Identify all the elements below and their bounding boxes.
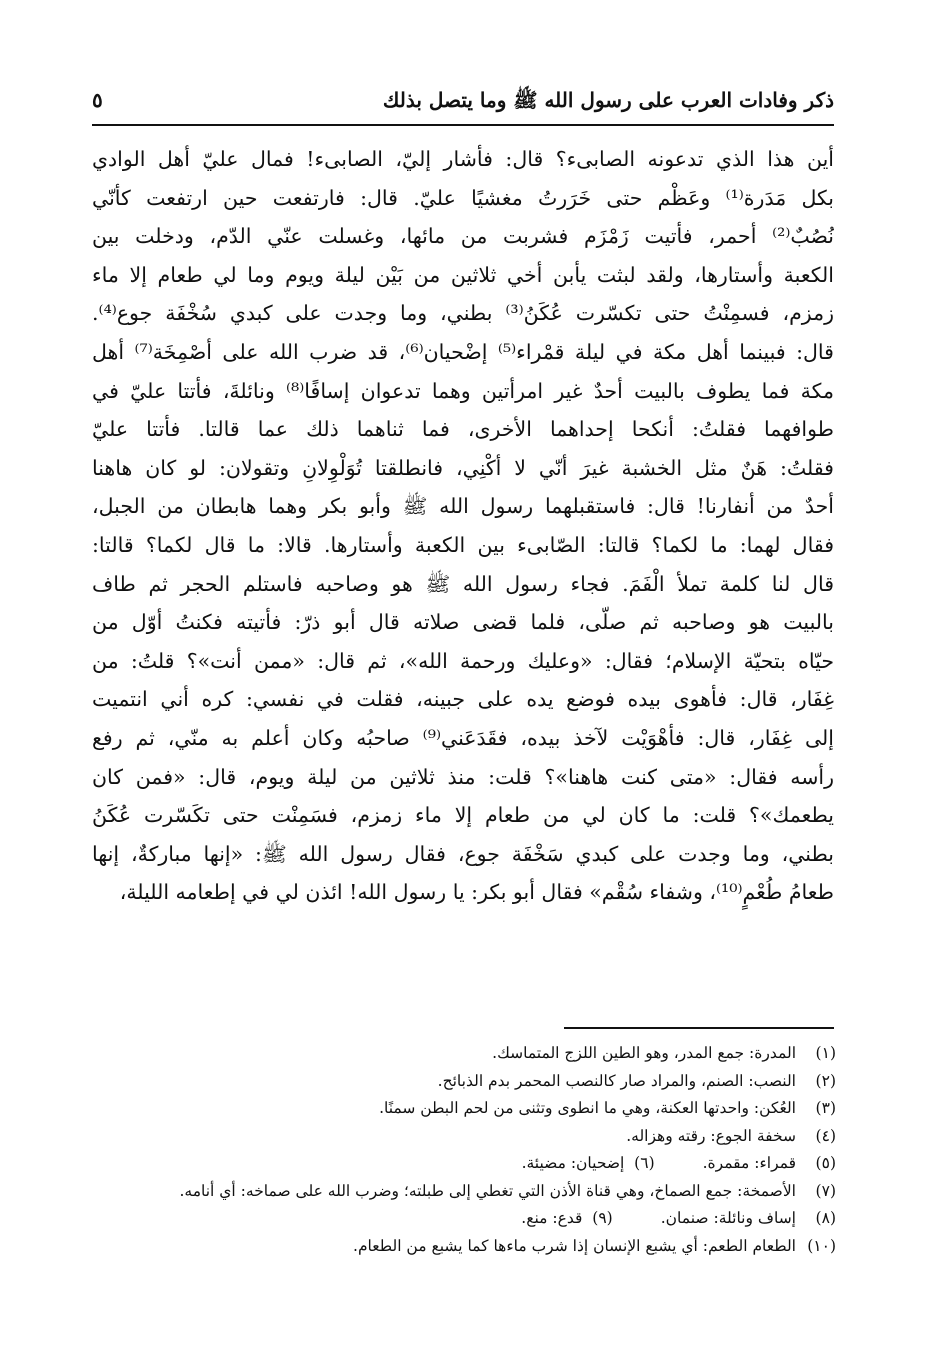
text-line: إلى غِفَار، قال: فأهْوَيْت لآخذ بيده، فقَدَعَني⁽⁹⁾ صاحبُه وكان أعلم به منّي، ثم رفع (92, 725, 834, 750)
text-line: قال لنا كلمة تملأ الْفَمَ. فجاء رسول الله ﷺ هو وصاحبه فاستلم الحجر ثم طاف (92, 571, 834, 596)
text-line: طعامُ طُعْمٍ⁽¹⁰⁾، وشفاء سُقْم» فقال أبو بكر: يا رسول الله! ائذن لي في إطعامه الليلة، (119, 880, 834, 905)
footnote (92, 1123, 836, 1151)
text-line: يطعمك»؟ قلت: ما كان لي من طعام إلا ماء زمزم، فسَمِنْت حتى تكَسّرت عُكَنُ (92, 803, 834, 828)
footnote-text: سخفة الجوع: رقته وهزاله. (626, 1126, 796, 1145)
footnote-text: المدرة: جمع المدر، وهو الطين اللزج المتماسك. (492, 1044, 796, 1062)
footnotes (92, 1040, 836, 1260)
footnote-number: (١٠) (807, 1236, 836, 1255)
footnote-number: (٨) (815, 1209, 836, 1227)
footnote-text-part: قمراء: مقمرة. (702, 1154, 796, 1172)
text-line: الكعبة وأستارها، ولقد لبثت يأبن أخي ثلاثين من بَيْن ليلة ويوم وما لي طعام إلا ماء (92, 262, 834, 287)
text-line: بطني، وما وجدت على كبدي سَخْفَة جوع، فقال رسول الله ﷺ: «إنها مباركةٌ، إنها (92, 841, 834, 866)
text-line: مكة فما يطوف بالبيت أحدٌ غير امرأتين وهما تدعوان إسافًا⁽⁸⁾ ونائلةَ، فأتتا عليّ في (92, 378, 834, 403)
text-line: نُصُبٌ⁽²⁾ أحمر، فأتيت زَمْزَم فشربت من مائها، وغسلت عنّي الدّم، ودخلت بين (92, 224, 834, 249)
running-header-title: ذكر وفادات العرب على رسول الله ﷺ وما يتصل بذلك (382, 88, 834, 112)
footnote-number: (١) (815, 1044, 836, 1062)
footnote-text: الطعام الطعم: أي يشبع الإنسان إذا شرب ماءها كما يشبع من الطعام. (353, 1236, 796, 1255)
footnote-text-part: قدع: منع. (521, 1209, 583, 1227)
footnote-text-part: إساف ونائلة: صنمان. (660, 1209, 796, 1227)
footnote-separator (564, 1027, 834, 1029)
main-text (92, 140, 834, 912)
footnote (92, 1068, 836, 1096)
text-line: أحدٌ من أنفارنا! قال: فاستقبلهما رسول الله ﷺ وأبو بكر وهما هابطان من الجبل، (92, 494, 834, 519)
page-number: ٥ (92, 88, 103, 112)
footnote-number: (٧) (815, 1181, 836, 1200)
footnote-text (92, 1150, 796, 1178)
footnote-text-part: إضحيان: مضيئة. (521, 1154, 625, 1172)
footnote (92, 1205, 836, 1233)
text-line: بكل مَدَرة⁽¹⁾ وعَظْم حتى خَرَرتُ مغشيًا عليّ. قال: فارتفعت حين ارتفعت كأنّي (92, 185, 834, 210)
text-line: فقلتُ: هَنٌ مثل الخشبة غيرَ أنّي لا أكْنِي، فانطلقتا تُوَلْوِلانِ وتقولان: لو كان هاهنا (92, 455, 834, 480)
footnote-number: (٦) (634, 1154, 655, 1172)
text-line: غِفَار، قال: فأهوى بيده فوضع يده على جبينه، فقلت في نفسي: كره أني انتميت (92, 687, 834, 712)
footnote (92, 1178, 836, 1206)
footnote (92, 1095, 836, 1123)
text-line: زمزم، فسمِنْتُ حتى تكسّرت عُكَنُ⁽³⁾ بطني، وما وجدت على كبدي سُخْفَة جوع⁽⁴⁾. (92, 301, 834, 326)
footnote-text (92, 1205, 796, 1233)
footnote (92, 1150, 836, 1178)
footnote-text: النصب: الصنم، والمراد صار كالنصب المحمر بدم الذبائح. (437, 1071, 796, 1090)
text-line: قال: فبينما أهل مكة في ليلة قمْراء⁽⁵⁾ إضْحيان⁽⁶⁾، قد ضرب الله على أصْمِخَة⁽⁷⁾ أهل (92, 339, 834, 364)
footnote-text: العُكن: واحدتها العكنة، وهي ما انطوى وتثنى من لحم البطن سمنًا. (379, 1099, 796, 1117)
footnote (92, 1233, 836, 1261)
footnote-number: (٢) (815, 1071, 836, 1090)
text-line: بالبيت هو وصاحبه ثم صلّى، فلما قضى صلاته قال أبو ذرّ: فأتيته فكنتُ أوّل من (92, 610, 834, 635)
footnote (92, 1040, 836, 1068)
text-line: رأسه فقال: «متى كنت هاهنا»؟ قلت: منذ ثلاثين من ليلة ويوم، قال: «فمن كان (92, 764, 834, 789)
text-line: حيّاه بتحيّة الإسلام؛ فقال: «وعليك ورحمة الله»، ثم قال: «ممن أنت»؟ قلتُ: من (92, 648, 834, 673)
text-line: أين هذا الذي تدعونه الصابىء؟ قال: فأشار إليّ، الصابىء! فمال عليّ أهل الوادي (92, 147, 834, 171)
running-header (92, 84, 834, 126)
footnote-number: (٩) (592, 1209, 613, 1227)
text-line: فقال لهما: ما لكما؟ قالتا: الصّابىء بين الكعبة وأستارها. قالا: ما قال لكما؟ قالتا: (92, 532, 834, 557)
footnote-number: (٣) (815, 1099, 836, 1117)
text-line: طوافهما فقلتُ: أنكحا إحداهما الأخرى، فما ثناهما ذلك عما قالتا. فأتتا عليّ (92, 417, 834, 442)
footnote-text: الأصمخة: جمع الصماخ، وهي قناة الأذن التي تغطي إلى طبلته؛ وضرب الله على صماخه: أي أنامه. (179, 1181, 796, 1200)
footnote-number: (٥) (815, 1154, 836, 1172)
footnote-number: (٤) (815, 1126, 836, 1145)
